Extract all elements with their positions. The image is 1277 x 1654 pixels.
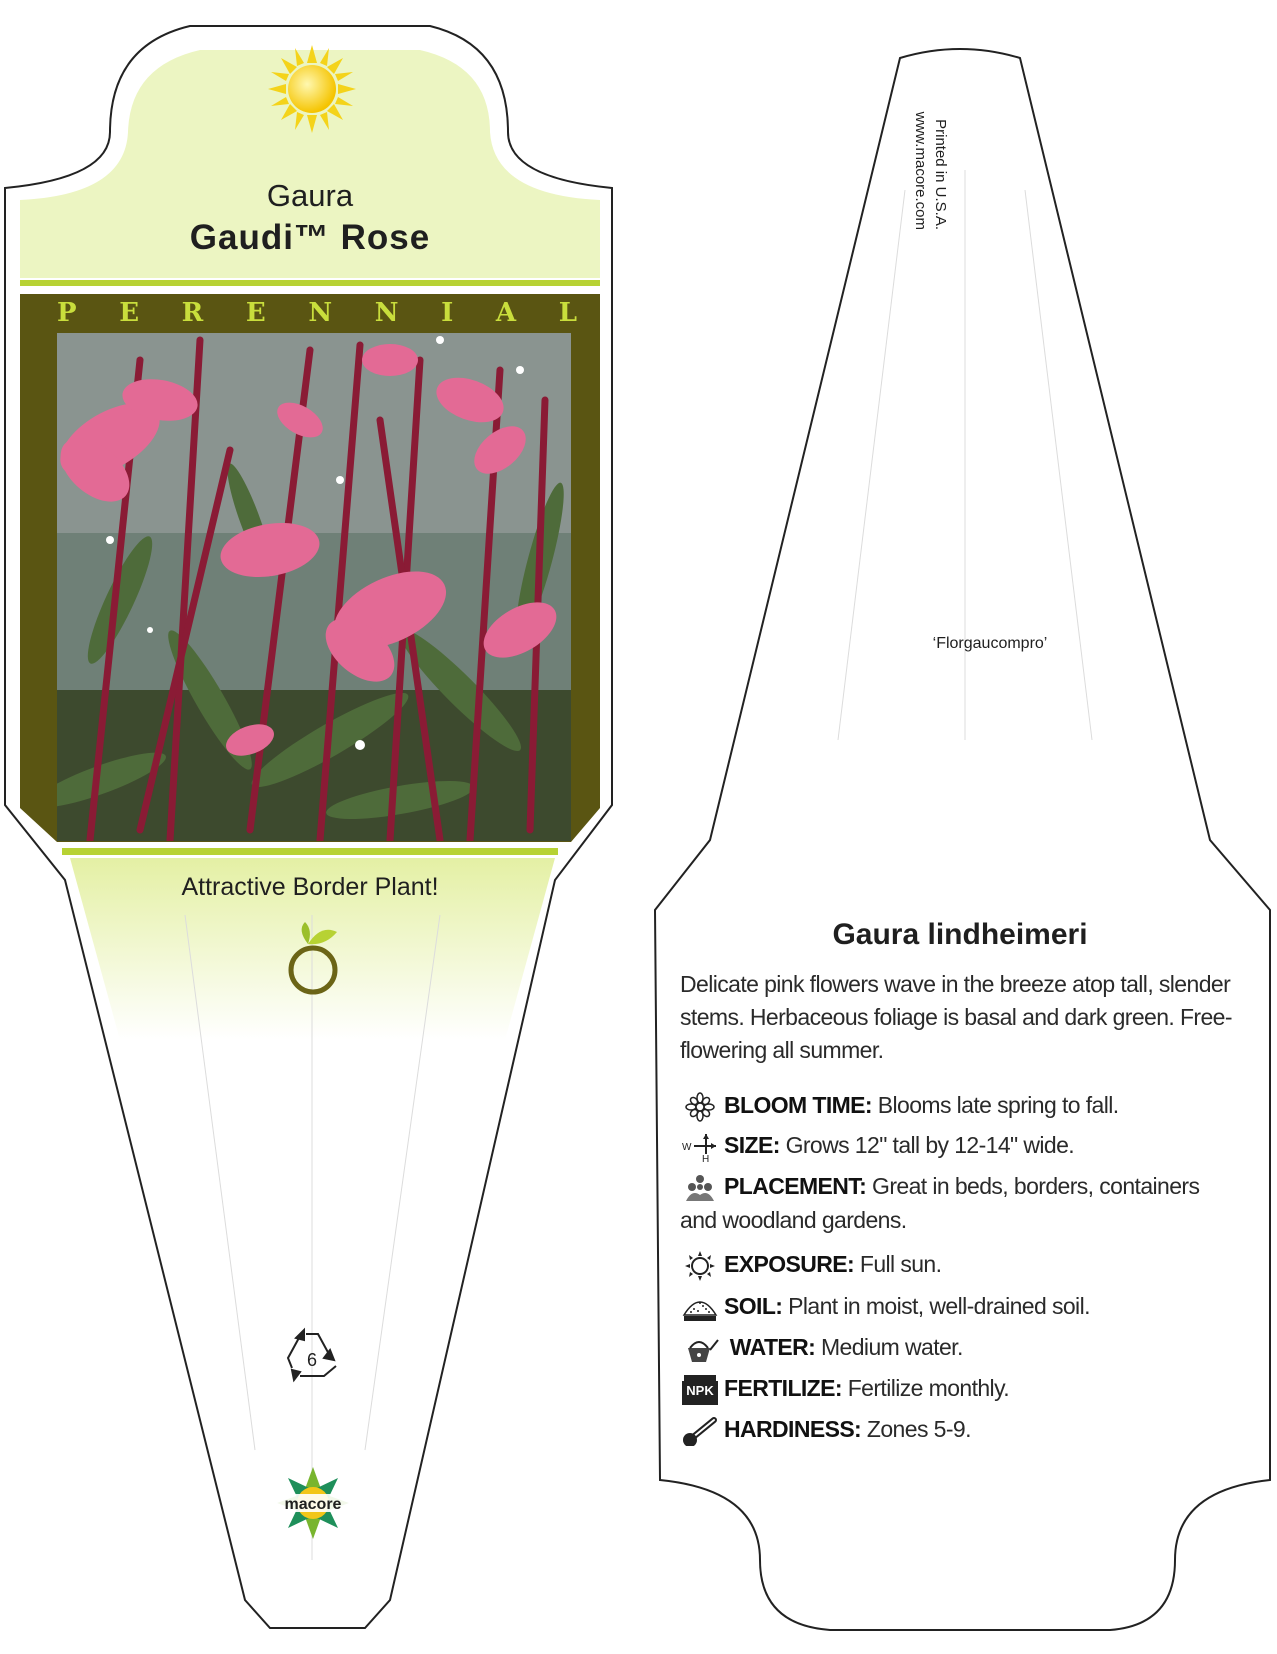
attr-hardiness [680,1412,1240,1446]
plant-type-letter: E [245,298,266,328]
attr-text: Fertilize monthly. [841,1375,1010,1401]
soil-icon [680,1293,720,1323]
plant-photo [29,333,572,841]
plant-type-letter: N [374,298,399,328]
attr-text: Plant in moist, well-drained soil. [782,1293,1090,1319]
description: Delicate pink flowers wave in the breeze atop tall, slender stems. Herbaceous foliage is basal and dark green. Free-flowering all summer. [680,971,1232,1063]
plant-type-letter: N [308,298,333,328]
attr-exposure [680,1247,1240,1281]
plant-type-letter: I [441,298,454,328]
attr-label: FERTILIZE: [724,1375,842,1401]
plant-type-letter: A [495,298,517,328]
placement-icon [680,1173,720,1203]
website: www.macore.com [912,111,929,230]
flower-icon [680,1092,720,1122]
attr-text: Blooms late spring to fall. [872,1092,1119,1118]
npk-icon [680,1375,720,1405]
attr-label: SOIL: [724,1293,783,1319]
plant-type-letter: L [558,298,577,328]
brand-name: macore [284,1496,342,1513]
size-icon-h: H [702,1153,709,1162]
attr-label: EXPOSURE: [724,1251,855,1277]
attr-size [680,1128,1240,1162]
lime-stripe [20,280,600,286]
attr-text: Grows 12" tall by 12-14" wide. [779,1132,1075,1158]
attr-label: HARDINESS: [724,1416,862,1442]
attr-water [680,1330,1240,1364]
plant-type-letter: P [57,298,77,328]
npk-badge-text: NPK [686,1382,714,1398]
plant-type-letter: E [119,298,140,328]
sun-icon [268,45,356,133]
sun-icon [680,1251,720,1281]
front-tag [5,26,612,1628]
tagline: Attractive Border Plant! [181,873,439,901]
cultivar-name: Gaudi™ Rose [189,218,431,257]
printed-note: Printed in U.S.A. [932,119,949,230]
attr-label: BLOOM TIME: [724,1092,872,1118]
plant-type-letter: R [181,298,204,328]
attr-label: WATER: [729,1334,816,1360]
watering-can-icon [680,1334,720,1364]
thermometer-icon [680,1416,720,1446]
attr-text: Medium water. [815,1334,963,1360]
attr-soil [680,1289,1240,1323]
recycle-code: 6 [306,1350,317,1370]
attr-text: Zones 5-9. [861,1416,971,1442]
plant-type-label [57,298,577,328]
size-icon-w: W [682,1141,691,1153]
attr-text: Great in beds, borders, containers and woodland gardens. [680,1173,1200,1233]
size-icon [680,1132,720,1162]
attr-label: SIZE: [724,1132,780,1158]
attr-placement [680,1169,1240,1237]
cultivar-code: ‘Florgaucompro’ [932,635,1048,652]
attr-text: Full sun. [854,1251,942,1277]
printer-info [910,60,950,230]
lime-stripe-lower [62,848,558,855]
botanical-name: Gaura lindheimeri [832,918,1088,951]
common-name: Gaura [266,178,354,213]
attr-fertilize [680,1371,1240,1405]
attr-label: PLACEMENT: [724,1173,867,1199]
attr-bloom-time [680,1088,1240,1122]
